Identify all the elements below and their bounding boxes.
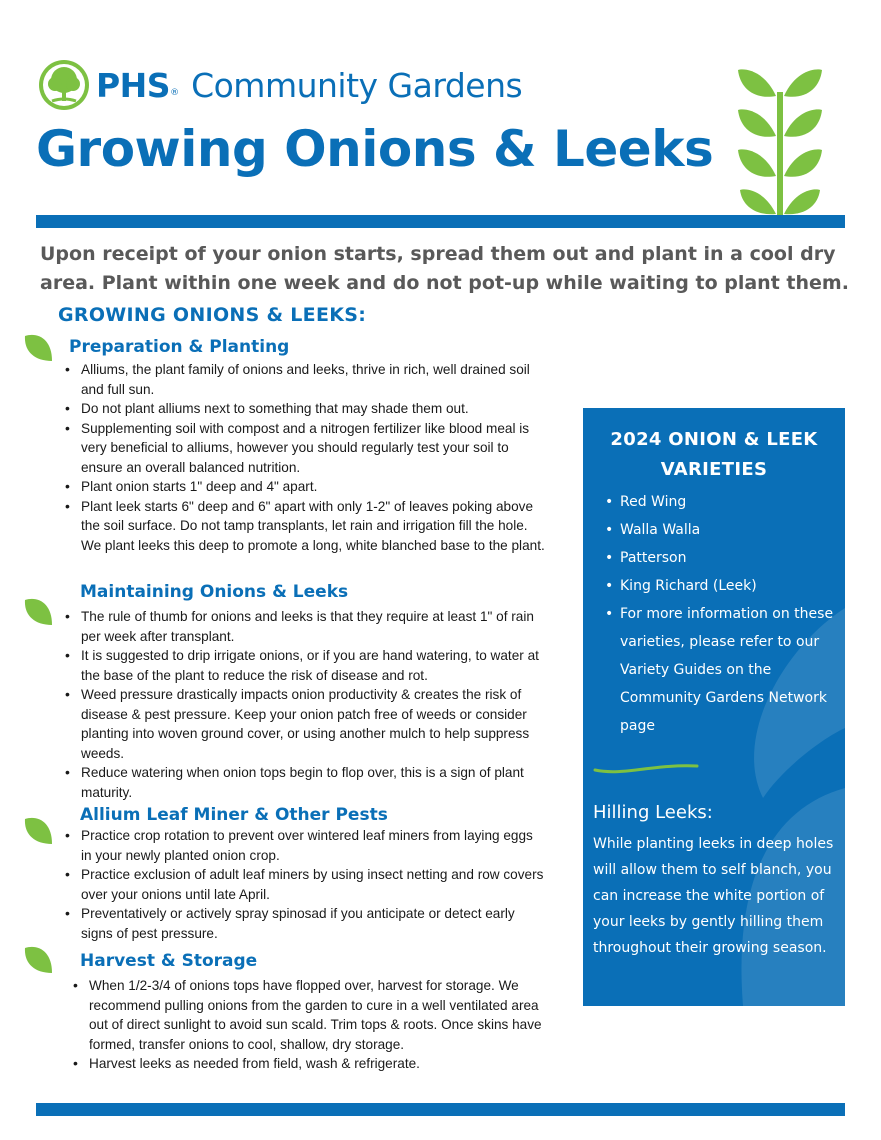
panel-title <box>583 425 845 485</box>
subheading-harvest: Harvest & Storage <box>80 951 258 971</box>
list-item: • Plant onion starts 1" deep and 4" apart. <box>65 477 545 497</box>
list-item: • Plant leek starts 6" deep and 6" apart with only 1-2" of leaves poking above the soil surface. Do not tamp transplants, let rain and irrigation fill the hole. We plant leeks this deep to promote a long, white blanched base to the plant. <box>65 497 545 556</box>
main-heading: GROWING ONIONS & LEEKS: <box>58 304 367 326</box>
variety-item: • Walla Walla <box>605 516 845 544</box>
variety-item: • Red Wing <box>605 488 845 516</box>
variety-item: • King Richard (Leek) <box>605 572 845 600</box>
hilling-title: Hilling Leeks: <box>593 802 713 823</box>
leaf-icon <box>24 333 54 363</box>
varieties-list <box>605 488 845 740</box>
list-item: • When 1/2-3/4 of onions tops have flopped over, harvest for storage. We recommend pulling onions from the garden to cure in a well ventilated area out of direct sunlight to avoid sun scald. Trim tops & roots. Once skins have formed, transfer onions to cool, shallow, dry storage. <box>73 976 543 1054</box>
list-item: • Alliums, the plant family of onions and leeks, thrive in rich, well drained soil and full sun. <box>65 360 545 399</box>
harvest-list <box>73 976 543 1074</box>
subheading-pests: Allium Leaf Miner & Other Pests <box>80 805 388 825</box>
list-item: • Practice exclusion of adult leaf miners by using insect netting and row covers over your onions until late April. <box>65 865 545 904</box>
tree-logo-icon <box>38 59 90 111</box>
intro-text: Upon receipt of your onion starts, spread them out and plant in a cool dry area. Plant within one week and do not pot-up while waiting to plant them. <box>40 243 849 294</box>
subheading-maintaining: Maintaining Onions & Leeks <box>80 582 349 602</box>
brand-header <box>38 58 522 112</box>
leaf-sprig-icon <box>734 64 826 216</box>
subheading-preparation: Preparation & Planting <box>69 337 290 357</box>
page-title: Growing Onions & Leeks <box>36 120 714 178</box>
top-divider <box>36 215 845 228</box>
preparation-list <box>65 360 545 555</box>
hilling-body: While planting leeks in deep holes will allow them to self blanch, you can increase the white portion of your leeks by gently hilling them throughout their growing season. <box>593 836 834 956</box>
panel-title-line1: 2024 ONION & LEEK <box>610 429 818 450</box>
list-item: • Weed pressure drastically impacts onion productivity & creates the risk of disease & pest pressure. Keep your onion patch free of weeds or consider planting into woven ground cover, or using another mulch to help suppress weeds. <box>65 685 545 763</box>
brand-name: Community Gardens <box>191 65 523 105</box>
variety-item: • Patterson <box>605 544 845 572</box>
list-item: • The rule of thumb for onions and leeks is that they require at least 1" of rain per week after transplant. <box>65 607 545 646</box>
bottom-divider <box>36 1103 845 1116</box>
list-item: • Practice crop rotation to prevent over wintered leaf miners from laying eggs in your newly planted onion crop. <box>65 826 545 865</box>
maintaining-list <box>65 607 545 802</box>
leaf-icon <box>24 597 54 627</box>
brand-registered-mark: ® <box>170 88 180 98</box>
brand-phs: PHS <box>96 65 171 105</box>
panel-title-line2: VARIETIES <box>660 459 768 480</box>
pests-list <box>65 826 545 943</box>
list-item: • Harvest leeks as needed from field, wash & refrigerate. <box>73 1054 543 1074</box>
leaf-icon <box>24 816 54 846</box>
variety-info-item: • For more information on these varieties, please refer to our Variety Guides on the Community Gardens Network page <box>605 600 845 740</box>
varieties-panel <box>583 408 845 1006</box>
list-item: • Preventatively or actively spray spinosad if you anticipate or detect early signs of pest pressure. <box>65 904 545 943</box>
list-item: • Supplementing soil with compost and a nitrogen fertilizer like blood meal is very beneficial to alliums, however you should regularly test your soil to ensure an overall balanced nutrition. <box>65 419 545 478</box>
leaf-icon <box>24 945 54 975</box>
squiggle-divider <box>593 760 699 776</box>
list-item: • Reduce watering when onion tops begin to flop over, this is a sign of plant maturity. <box>65 763 545 802</box>
list-item: • It is suggested to drip irrigate onions, or if you are hand watering, to water at the base of the plant to reduce the risk of disease and rot. <box>65 646 545 685</box>
list-item: • Do not plant alliums next to something that may shade them out. <box>65 399 545 419</box>
